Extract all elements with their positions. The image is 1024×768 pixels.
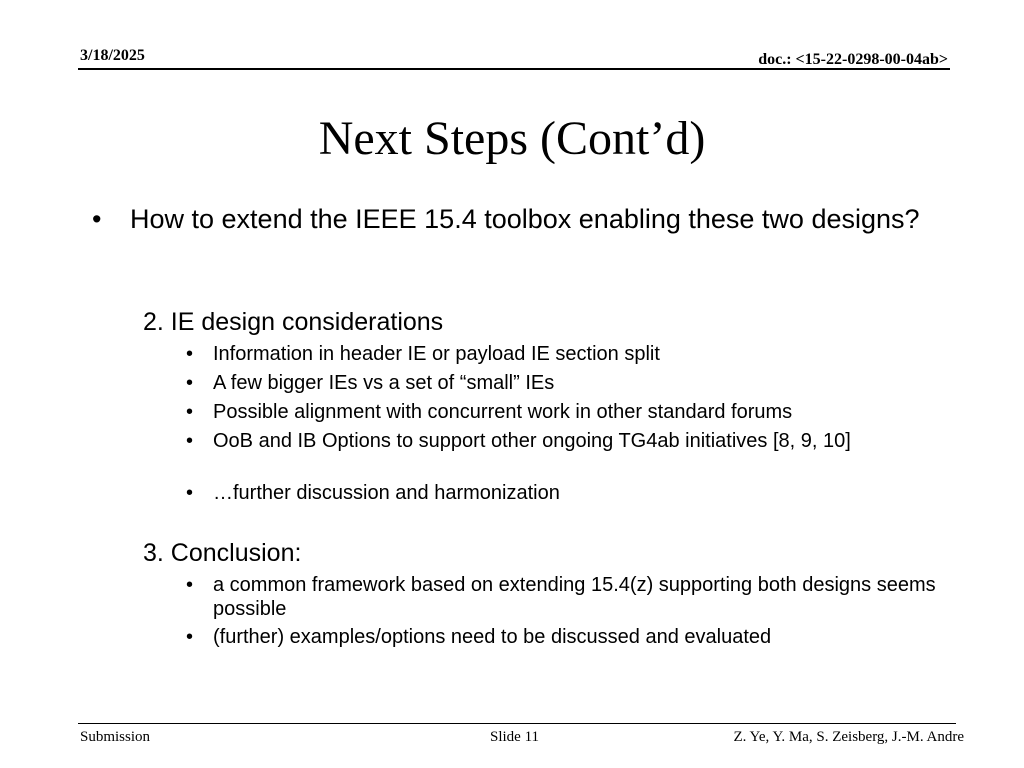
bullet-icon: • <box>92 204 102 234</box>
header-date: 3/18/2025 <box>80 47 145 64</box>
slide-title: Next Steps (Cont’d) <box>318 112 706 165</box>
footer-slide-number: Slide 11 <box>490 729 540 745</box>
section-heading-conclusion: 3. Conclusion: <box>143 539 302 567</box>
main-bullet-text: How to extend the IEEE 15.4 toolbox enabling these two designs? <box>130 204 920 234</box>
list-item <box>186 429 946 453</box>
list-item-text: …further discussion and harmonization <box>213 482 560 504</box>
list-item-text: a common framework based on extending 15.4(z) supporting both designs seems possible <box>213 574 936 620</box>
list-item <box>186 481 946 505</box>
list-item <box>186 625 946 649</box>
footer-authors: Z. Ye, Y. Ma, S. Zeisberg, J.-M. Andre <box>733 729 964 745</box>
list-item <box>186 371 946 395</box>
list-item-text: (further) examples/options need to be discussed and evaluated <box>213 626 772 648</box>
bullet-icon: • <box>186 401 194 423</box>
section-heading-ie-design: 2. IE design considerations <box>143 308 444 336</box>
bullet-icon: • <box>186 626 194 648</box>
header-doc-id: doc.: <15-22-0298-00-04ab> <box>758 51 948 68</box>
bullet-icon: • <box>186 372 194 394</box>
header-divider <box>78 68 950 70</box>
bullet-icon: • <box>186 430 194 452</box>
list-item-text: A few bigger IEs vs a set of “small” IEs <box>213 372 555 394</box>
footer-submission: Submission <box>80 729 151 745</box>
list-item <box>186 342 946 366</box>
list-item-text: OoB and IB Options to support other ongoing TG4ab initiatives [8, 9, 10] <box>213 430 851 452</box>
bullet-icon: • <box>186 574 194 596</box>
footer-divider <box>78 723 956 724</box>
main-bullet-item <box>92 204 932 235</box>
bullet-icon: • <box>186 343 194 365</box>
list-item-text: Information in header IE or payload IE section split <box>213 343 660 365</box>
bullet-icon: • <box>186 482 194 504</box>
list-item-text: Possible alignment with concurrent work in other standard forums <box>213 401 793 423</box>
list-item <box>186 573 946 621</box>
list-item <box>186 400 946 424</box>
